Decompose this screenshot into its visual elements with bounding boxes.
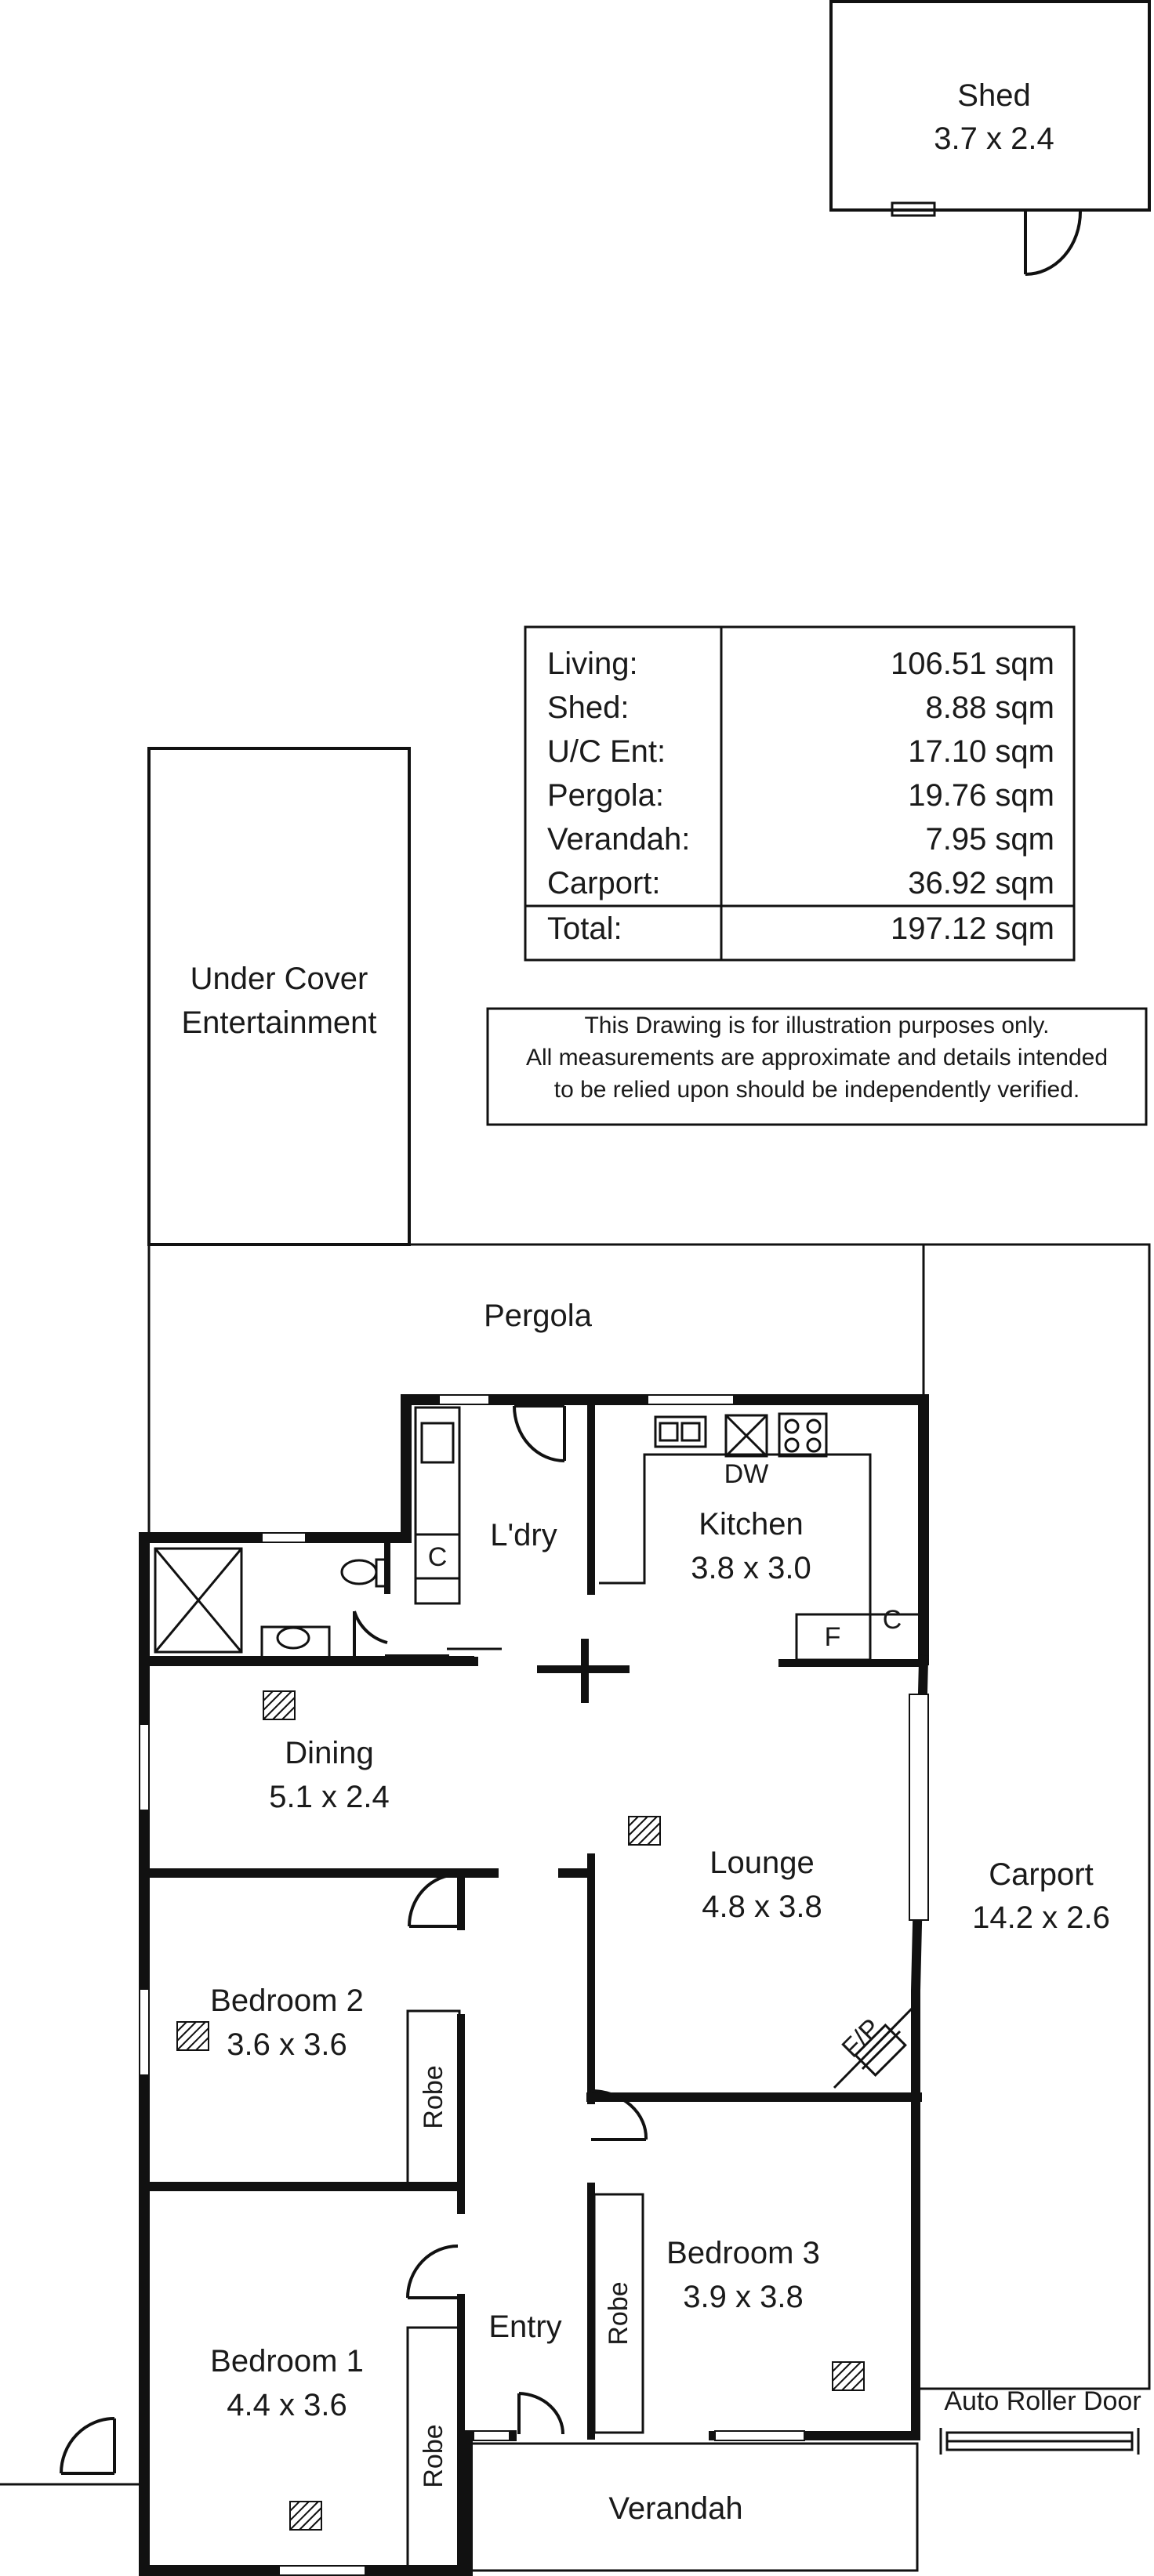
area-value-total: 197.12 sqm	[890, 911, 1054, 946]
disclaimer-line-2: All measurements are approximate and details intended	[525, 1045, 1109, 1071]
disclaimer-line-1: This Drawing is for illustration purposes only.	[584, 1013, 1050, 1038]
pergola-area	[149, 1245, 924, 1536]
lounge-label: Lounge	[709, 1846, 815, 1880]
pergola-label: Pergola	[484, 1299, 592, 1333]
fireplace-label: F/P	[836, 2013, 887, 2063]
area-value-pergola: 19.76 sqm	[908, 778, 1054, 813]
ldry-cupboard-label: C	[427, 1542, 448, 1572]
bedroom3-label: Bedroom 3	[666, 2236, 820, 2270]
bedroom1-label: Bedroom 1	[210, 2344, 364, 2379]
robe-bedroom2: Robe	[419, 2065, 448, 2129]
uc-label-2: Entertainment	[181, 1005, 377, 1040]
bedroom2-size: 3.6 x 3.6	[227, 2027, 347, 2062]
area-label-total: Total:	[547, 911, 622, 946]
area-value-carport: 36.92 sqm	[908, 866, 1054, 900]
carport-label: Carport	[989, 1857, 1094, 1892]
verandah-label: Verandah	[608, 2491, 743, 2526]
robe-bedroom1: Robe	[419, 2424, 448, 2488]
area-value-verandah: 7.95 sqm	[925, 822, 1054, 857]
shed-size: 3.7 x 2.4	[934, 121, 1054, 156]
fridge-label: F	[824, 1622, 841, 1652]
area-label-carport: Carport:	[547, 866, 661, 900]
ldry-label: L'dry	[490, 1518, 557, 1552]
bedroom2-label: Bedroom 2	[210, 1984, 364, 2018]
bedroom1-size: 4.4 x 3.6	[227, 2388, 347, 2422]
area-table	[525, 627, 1074, 960]
entry-label: Entry	[488, 2310, 562, 2344]
dining-size: 5.1 x 2.4	[269, 1780, 390, 1814]
shed-label: Shed	[957, 78, 1031, 113]
dining-label: Dining	[285, 1736, 374, 1770]
kitchen-label: Kitchen	[699, 1507, 804, 1542]
disclaimer	[488, 1009, 1146, 1125]
roller-door-label: Auto Roller Door	[944, 2386, 1141, 2416]
area-value-shed: 8.88 sqm	[925, 690, 1054, 725]
area-label-verandah: Verandah:	[547, 822, 691, 857]
under-cover-entertainment	[149, 748, 409, 1245]
bedroom3-size: 3.9 x 3.8	[683, 2280, 804, 2314]
uc-label-1: Under Cover	[190, 962, 368, 996]
carport-area	[917, 1245, 1149, 2455]
kitchen-size: 3.8 x 3.0	[691, 1551, 811, 1585]
area-label-uc: U/C Ent:	[547, 734, 666, 769]
shed	[831, 2, 1149, 274]
dishwasher-label: DW	[724, 1459, 769, 1489]
carport-size: 14.2 x 2.6	[972, 1900, 1110, 1935]
area-label-shed: Shed:	[547, 690, 630, 725]
area-label-pergola: Pergola:	[547, 778, 664, 813]
area-label-living: Living:	[547, 647, 638, 681]
area-value-uc: 17.10 sqm	[908, 734, 1054, 769]
kitchen-cupboard-label: C	[882, 1605, 902, 1635]
robe-bedroom3: Robe	[604, 2281, 633, 2346]
area-value-living: 106.51 sqm	[890, 647, 1054, 681]
lounge-size: 4.8 x 3.8	[702, 1889, 822, 1924]
disclaimer-line-3: to be relied upon should be independently verified.	[553, 1077, 1080, 1103]
